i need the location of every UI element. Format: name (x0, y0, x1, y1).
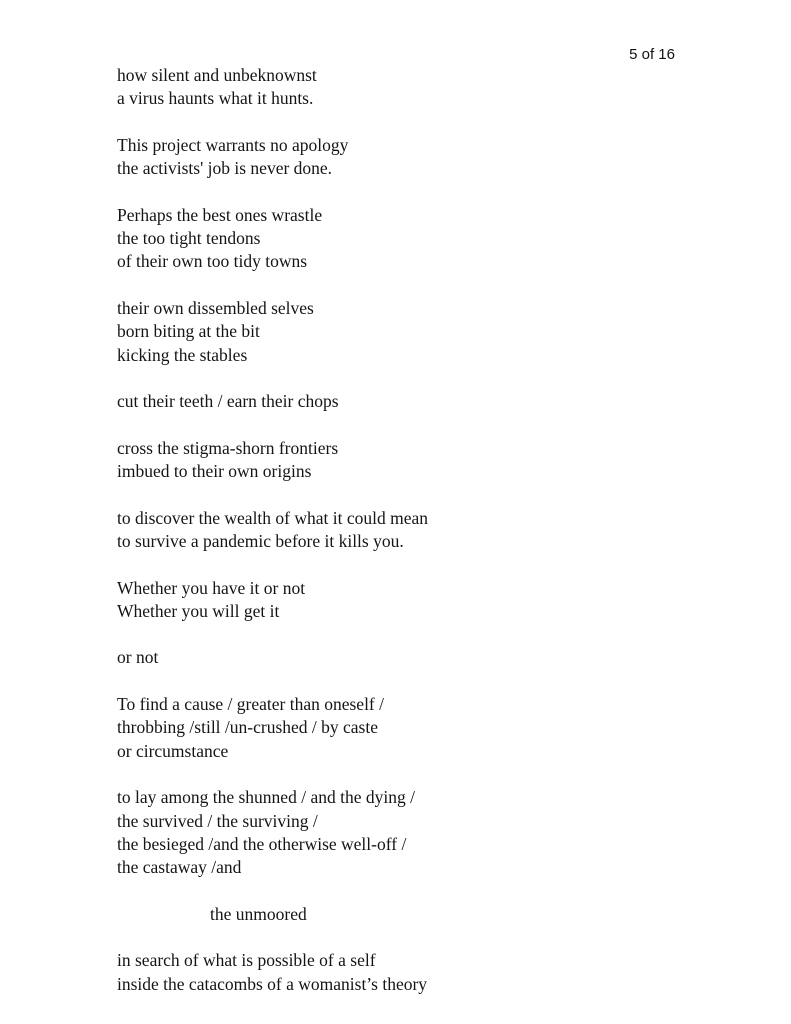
poem-line: To find a cause / greater than oneself / (117, 694, 384, 715)
poem-line: cut their teeth / earn their chops (117, 391, 339, 412)
poem-line: the besieged /and the otherwise well-off / (117, 833, 407, 854)
stanza (117, 693, 737, 763)
poem-line: Whether you will get it (117, 600, 280, 621)
poem-line: the activists' job is never done. (117, 158, 333, 179)
stanza (117, 507, 737, 554)
poem-line: to discover the wealth of what it could mean (117, 507, 429, 528)
stanza (117, 949, 737, 996)
poem-line: a virus haunts what it hunts. (117, 88, 314, 109)
poem-line: kicking the stables (117, 344, 248, 365)
stanza (117, 297, 737, 367)
stanza (117, 577, 737, 624)
stanza (117, 437, 737, 484)
poem-line: or not (117, 647, 159, 668)
stanza (117, 903, 737, 926)
poem-line: imbued to their own origins (117, 461, 312, 482)
poem-line: born biting at the bit (117, 321, 260, 342)
page-number: 5 of 16 (629, 46, 675, 63)
poem-line: the survived / the surviving / (117, 810, 318, 831)
stanza (117, 786, 737, 879)
poem-line: Whether you have it or not (117, 577, 306, 598)
poem-line-indented: the unmoored (210, 903, 307, 924)
poem-line: the too tight tendons (117, 228, 261, 249)
stanza (117, 204, 737, 274)
poem-line: in search of what is possible of a self (117, 950, 376, 971)
poem-body (117, 64, 737, 1019)
poem-line: to survive a pandemic before it kills you. (117, 530, 404, 551)
poem-line: Perhaps the best ones wrastle (117, 204, 323, 225)
stanza (117, 646, 737, 669)
poem-line: cross the stigma-shorn frontiers (117, 437, 339, 458)
poem-line: to lay among the shunned / and the dying / (117, 787, 415, 808)
poem-line: the castaway /and (117, 857, 242, 878)
poem-line: throbbing /still /un-crushed / by caste (117, 717, 378, 738)
poem-line: their own dissembled selves (117, 297, 314, 318)
poem-line: how silent and unbeknownst (117, 65, 317, 85)
poem-line: This project warrants no apology (117, 134, 349, 155)
stanza (117, 64, 737, 111)
poem-line: inside the catacombs of a womanist’s theory (117, 973, 428, 994)
poem-line: of their own too tidy towns (117, 251, 308, 272)
stanza (117, 134, 737, 181)
stanza (117, 390, 737, 413)
poem-line: or circumstance (117, 740, 229, 761)
